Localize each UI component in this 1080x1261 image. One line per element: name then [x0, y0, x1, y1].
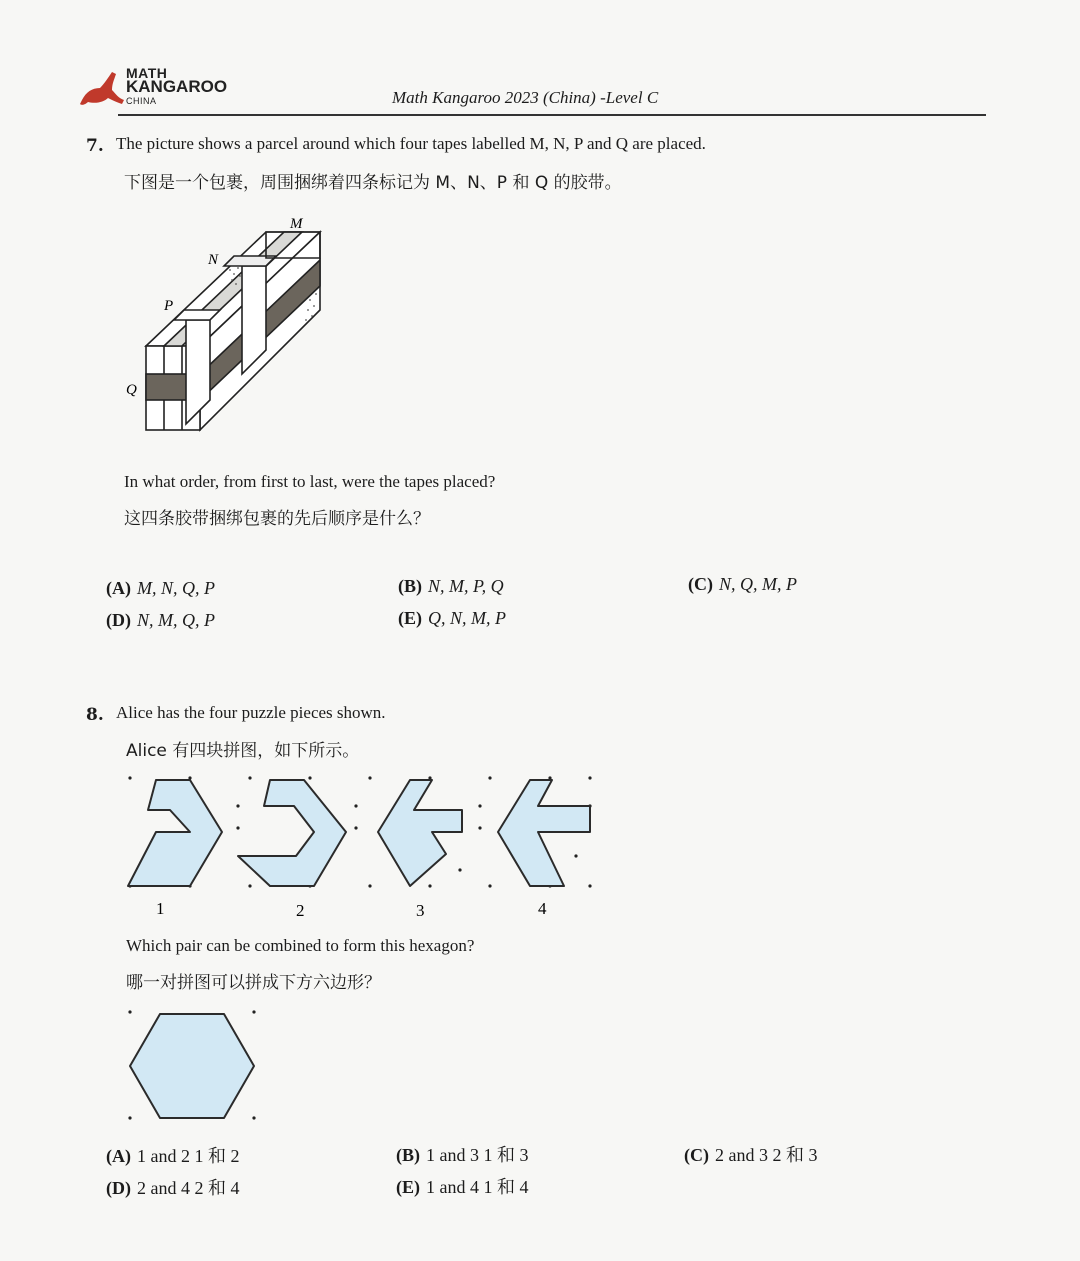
puzzle-piece-1 [128, 780, 222, 886]
puzzle-pieces-figure [120, 770, 600, 930]
q7-text-en: The picture shows a parcel around which four tapes labelled M, N, P and Q are placed. [116, 134, 706, 153]
q8-option-a[interactable]: (A) 1 and 2 1 和 2 [106, 1146, 240, 1166]
q8-question-zh: 哪一对拼图可以拼成下方六边形？ [126, 973, 381, 993]
logo-line-3: CHINA [126, 96, 157, 106]
q7-text-zh: 下图是一个包裹，周围捆绑着四条标记为 M、N、P 和 Q 的胶带。 [124, 173, 622, 193]
piece-label-1: 1 [156, 899, 165, 918]
piece-label-4: 4 [538, 899, 547, 918]
target-hexagon [130, 1014, 254, 1118]
puzzle-piece-2 [238, 780, 346, 886]
q8-option-d[interactable]: (D) 2 and 4 2 和 4 [106, 1178, 240, 1198]
logo-line-1: MATH [126, 65, 168, 81]
q8-question-en: Which pair can be combined to form this hexagon? [126, 936, 475, 955]
q7-option-b[interactable]: (B) N, M, P, Q [398, 576, 504, 596]
logo-line-2: KANGAROO [126, 77, 228, 96]
q7-option-c[interactable]: (C) N, Q, M, P [688, 574, 797, 594]
page-header-title: Math Kangaroo 2023 (China) -Level C [392, 88, 659, 107]
q8-text-zh: Alice 有四块拼图，如下所示。 [126, 741, 360, 761]
q8-option-e[interactable]: (E) 1 and 4 1 和 4 [396, 1177, 529, 1197]
piece-label-2: 2 [296, 901, 305, 920]
q8-number: 8. [86, 705, 104, 725]
kangaroo-icon [78, 64, 128, 112]
q7-option-d[interactable]: (D) N, M, Q, P [106, 610, 215, 630]
q8-text-en: Alice has the four puzzle pieces shown. [116, 703, 386, 722]
piece-label-3: 3 [416, 901, 425, 920]
q7-question-zh: 这四条胶带捆绑包裹的先后顺序是什么？ [124, 509, 430, 529]
hexagon-figure [120, 1004, 270, 1128]
q7-question-en: In what order, from first to last, were the tapes placed? [124, 472, 496, 491]
label-m: M [290, 216, 303, 232]
q8-option-c[interactable]: (C) 2 and 3 2 和 3 [684, 1145, 818, 1165]
puzzle-piece-3 [378, 780, 462, 886]
label-p: P [164, 298, 174, 314]
label-n: N [208, 252, 219, 268]
header-divider [118, 114, 986, 116]
parcel-figure [120, 210, 380, 440]
q7-option-e[interactable]: (E) Q, N, M, P [398, 608, 506, 628]
q8-option-b[interactable]: (B) 1 and 3 1 和 3 [396, 1145, 529, 1165]
q7-option-a[interactable]: (A) M, N, Q, P [106, 578, 215, 598]
puzzle-piece-4 [498, 780, 590, 886]
q7-number: 7. [86, 136, 104, 156]
math-kangaroo-logo [78, 64, 228, 112]
label-q: Q [126, 382, 137, 398]
